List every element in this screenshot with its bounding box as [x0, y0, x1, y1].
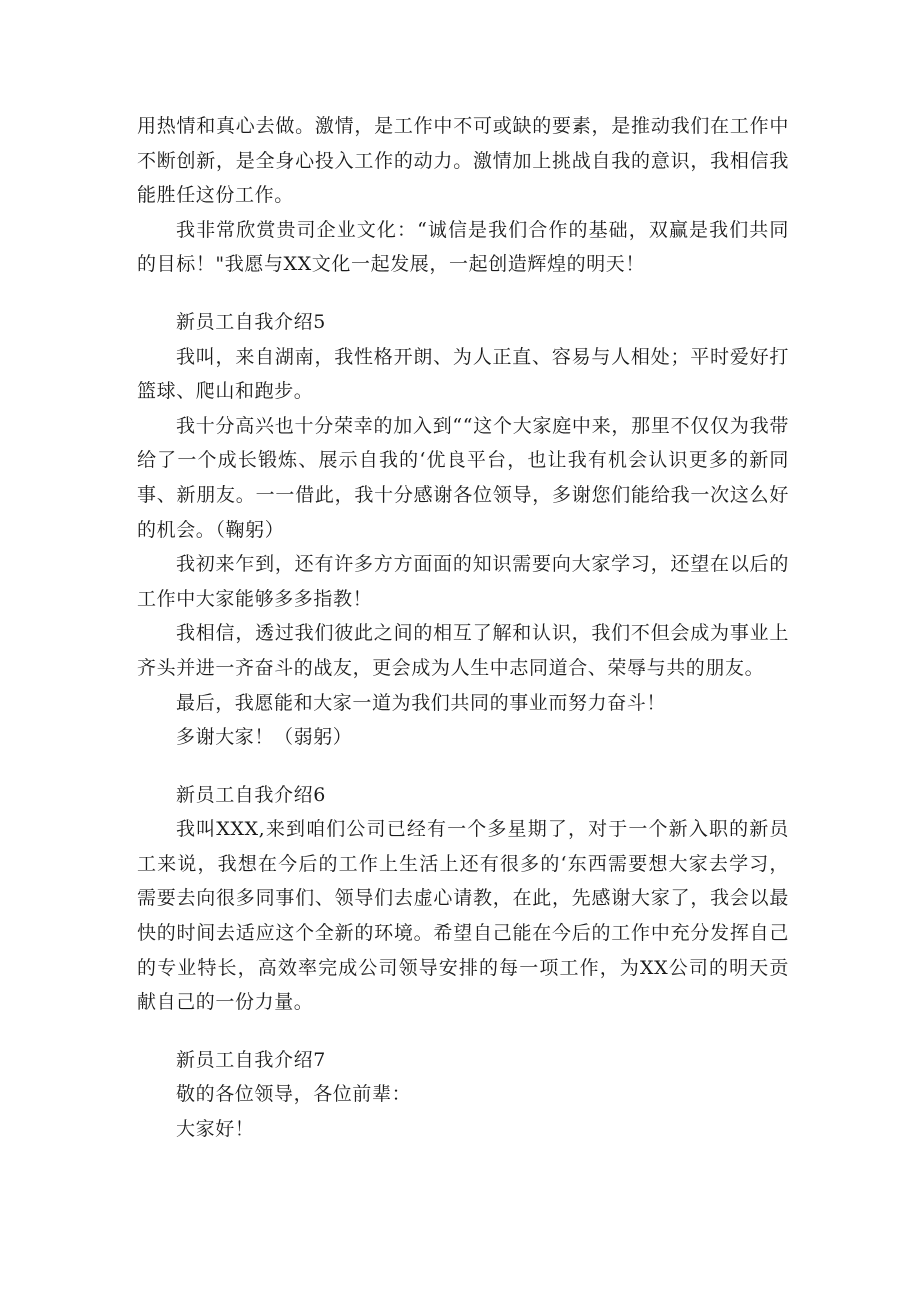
paragraph-intro-hunan: 我叫，来自湖南，我性格开朗、为人正直、容易与人相处；平时爱好打篮球、爬山和跑步。 — [137, 345, 789, 403]
section-heading-5: 新员工自我介绍5 — [176, 310, 326, 333]
paragraph-greeting: 大家好！ — [176, 1118, 255, 1141]
paragraph-intro-xxx: 我叫XXX,来到咱们公司已经有一个多星期了，对于一个新入职的新员工来说，我想在今后的工作上生活上还有很多的‘东西需要想大家去学习，需要去向很多同事们、领导们去虚心请教，在此，先感谢大家了，我会以最快的时间去适应这个全新的环境。希望自己能在今后的工作中充分发挥自己的专业特长，高效率完成公司领导安排的每一项工作，为XX公司的明天贡献自己的一份力量。 — [137, 818, 789, 1014]
paragraph-thanks: 多谢大家！（弱躬） — [176, 726, 353, 749]
paragraph-salutation: 敬的各位领导，各位前辈： — [176, 1083, 412, 1106]
paragraph-newcomer: 我初来乍到，还有许多方方面面的知识需要向大家学习，还望在以后的工作中大家能够多多指教！ — [137, 553, 789, 610]
section-heading-7: 新员工自我介绍7 — [176, 1048, 326, 1071]
paragraph-belief: 我相信，透过我们彼此之间的相互了解和认识，我们不但会成为事业上齐头并进一齐奋斗的战友，更会成为人生中志同道合、荣辱与共的朋友。 — [137, 622, 789, 679]
paragraph-company-culture: 我非常欣赏贵司企业文化：“诚信是我们合作的基础，双赢是我们共同的目标！"我愿与XX文化一起发展，一起创造辉煌的明天！ — [137, 218, 789, 276]
section-heading-6: 新员工自我介绍6 — [176, 783, 326, 806]
paragraph-joining: 我十分高兴也十分荣幸的加入到““这个大家庭中来，那里不仅仅为我带给了一个成长锻炼、展示自我的‘优良平台，也让我有机会认识更多的新同事、新朋友。一一借此，我十分感谢各位领导，多谢您们能给我一次这么好的机会。（鞠躬） — [137, 414, 789, 541]
paragraph-finally: 最后，我愿能和大家一道为我们共同的事业而努力奋斗！ — [176, 691, 667, 714]
document-body — [137, 109, 789, 1147]
paragraph-passion: 用热情和真心去做。激情，是工作中不可或缺的要素，是推动我们在工作中不断创新，是全身心投入工作的动力。激情加上挑战自我的意识，我相信我能胜任这份工作。 — [137, 115, 789, 207]
